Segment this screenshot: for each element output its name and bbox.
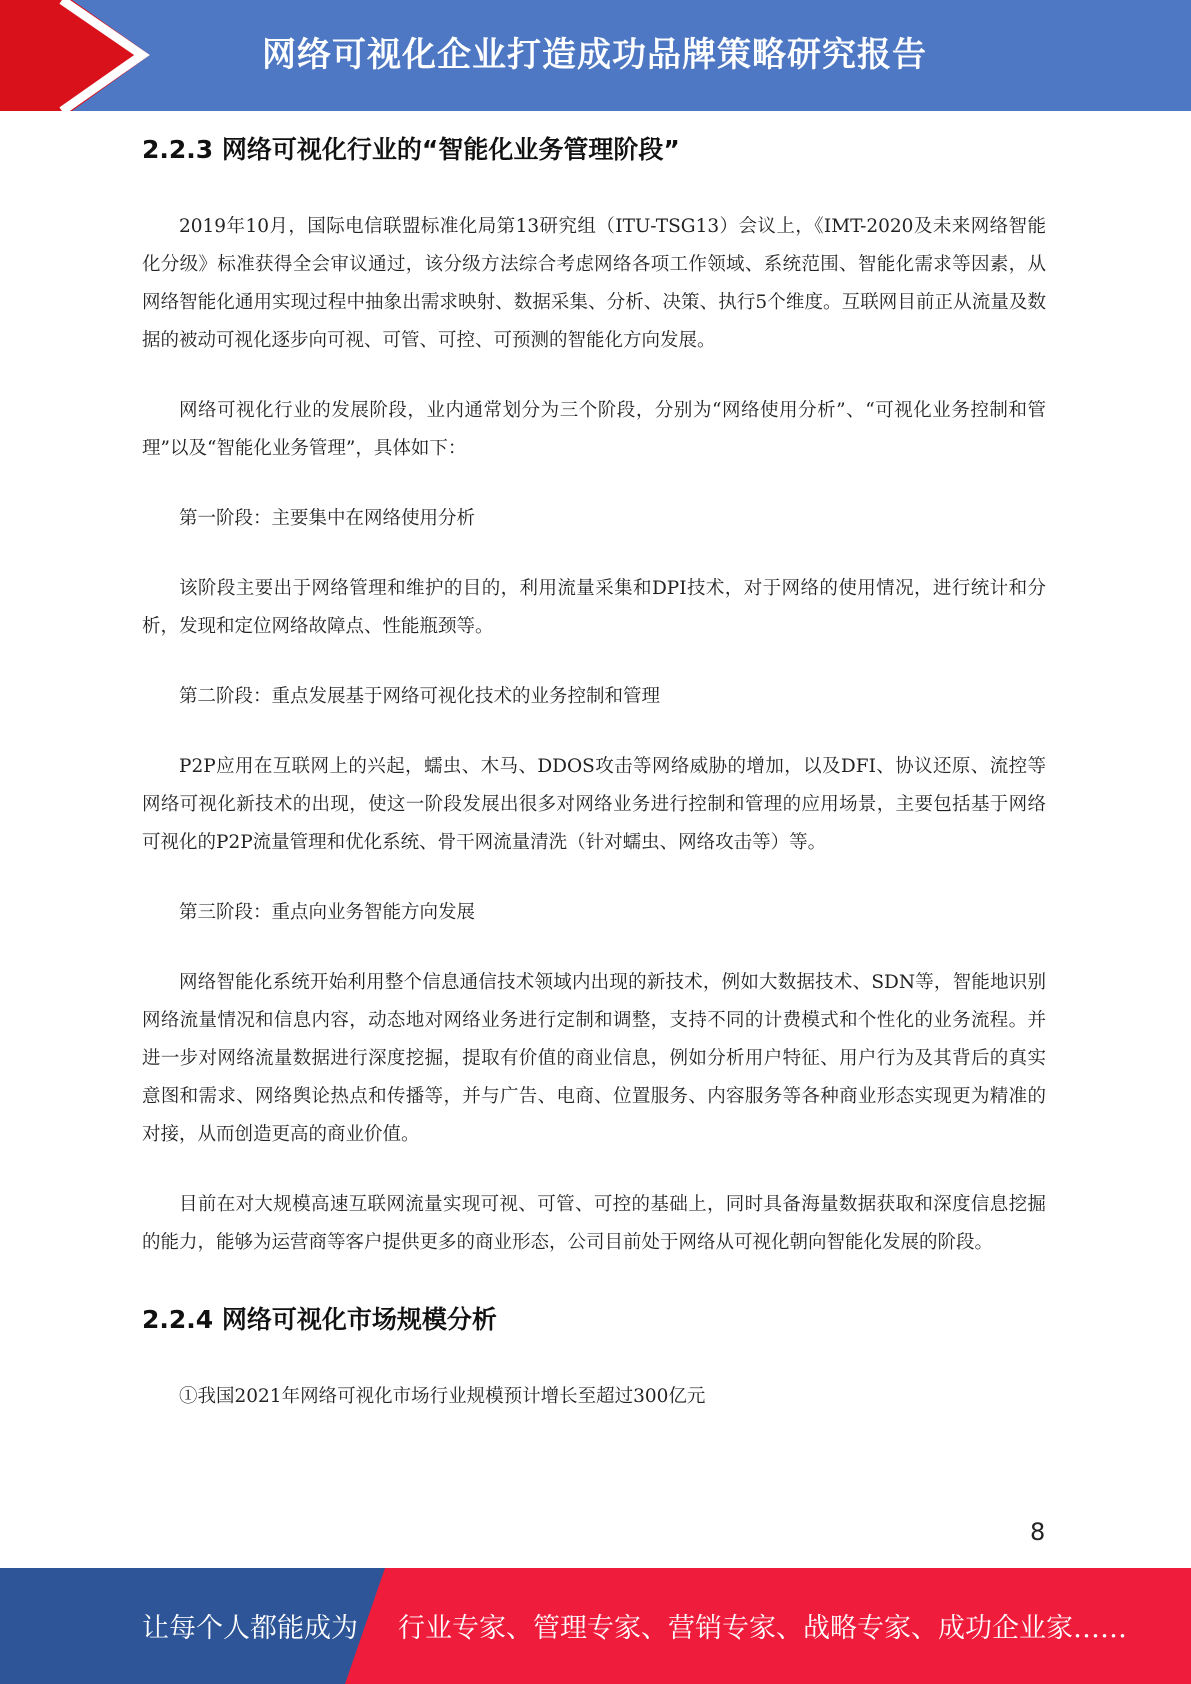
paragraph: P2P应用在互联网上的兴起，蠕虫、木马、DDOS攻击等网络威胁的增加，以及DFI、协议还原、流控等网络可视化新技术的出现，使这一阶段发展出很多对网络业务进行控制和管理的应用场景，主要包括基于网络可视化的P2P流量管理和优化系统、骨干网流量清洗（针对蠕虫、网络攻击等）等。 xyxy=(142,756,1046,853)
report-title: 网络可视化企业打造成功品牌策略研究报告 xyxy=(262,35,927,75)
paragraph: 目前在对大规模高速互联网流量实现可视、可管、可控的基础上，同时具备海量数据获取和深度信息挖掘的能力，能够为运营商等客户提供更多的商业形态，公司目前处于网络从可视化朝向智能化发展的阶段。 xyxy=(142,1194,1046,1253)
page-header-banner xyxy=(0,0,1191,111)
footer-slogan-left: 让每个人都能成为 xyxy=(142,1613,358,1644)
document-body xyxy=(142,120,1046,1416)
paragraph: 网络智能化系统开始利用整个信息通信技术领域内出现的新技术，例如大数据技术、SDN等，智能地识别网络流量情况和信息内容，动态地对网络业务进行定制和调整，支持不同的计费模式和个性化的业务流程。并进一步对网络流量数据进行深度挖掘，提取有价值的商业信息，例如分析用户特征、用户行为及其背后的真实意图和需求、网络舆论热点和传播等，并与广告、电商、位置服务、内容服务等各种商业形态实现更为精准的对接，从而创造更高的商业价值。 xyxy=(142,972,1046,1145)
stage-title: 第二阶段：重点发展基于网络可视化技术的业务控制和管理 xyxy=(179,686,661,707)
header-chevron-decoration xyxy=(0,0,160,111)
page-footer-banner xyxy=(0,1568,1191,1684)
stage-title: 第三阶段：重点向业务智能方向发展 xyxy=(179,902,476,923)
paragraph: ①我国2021年网络可视化市场行业规模预计增长至超过300亿元 xyxy=(179,1386,706,1407)
paragraph: 2019年10月，国际电信联盟标准化局第13研究组（ITU-TSG13）会议上，《IMT-2020及未来网络智能化分级》标准获得全会审议通过，该分级方法综合考虑网络各项工作领域、系统范围、智能化需求等因素，从网络智能化通用实现过程中抽象出需求映射、数据采集、分析、决策、执行5个维度。互联网目前正从流量及数据的被动可视化逐步向可视、可管、可控、可预测的智能化方向发展。 xyxy=(142,216,1046,351)
section-heading: 2.2.3 网络可视化行业的“智能化业务管理阶段” xyxy=(142,135,680,164)
page-number: 8 xyxy=(1030,1518,1046,1546)
stage-title: 第一阶段：主要集中在网络使用分析 xyxy=(179,508,476,529)
paragraph: 网络可视化行业的发展阶段，业内通常划分为三个阶段，分别为“网络使用分析”、“可视化业务控制和管理”以及“智能化业务管理”，具体如下： xyxy=(142,400,1046,459)
section-heading: 2.2.4 网络可视化市场规模分析 xyxy=(142,1305,497,1334)
footer-slogan-right: 行业专家、管理专家、营销专家、战略专家、成功企业家…… xyxy=(398,1613,1127,1644)
paragraph: 该阶段主要出于网络管理和维护的目的，利用流量采集和DPI技术，对于网络的使用情况，进行统计和分析，发现和定位网络故障点、性能瓶颈等。 xyxy=(142,578,1046,637)
